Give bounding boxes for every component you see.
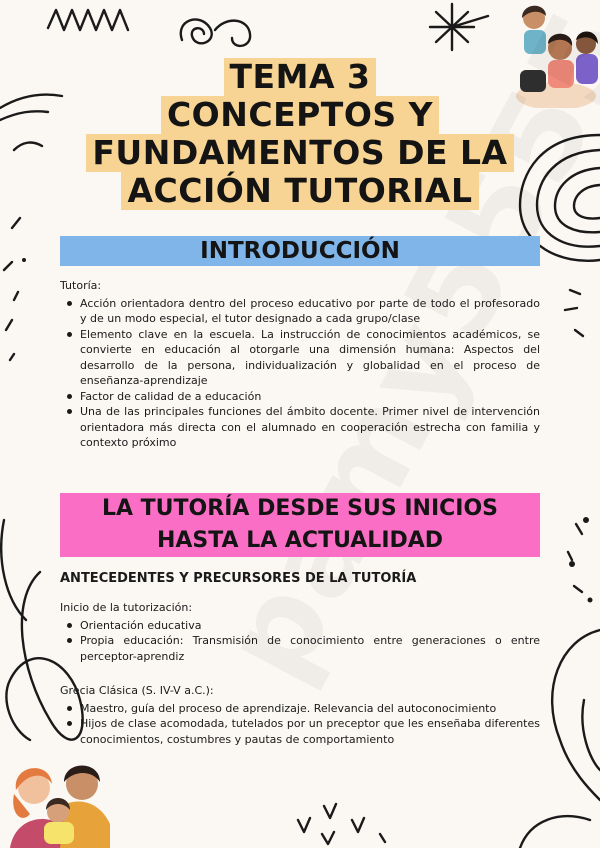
- introduccion-list: [60, 296, 540, 451]
- list-item: Orientación educativa: [80, 618, 540, 634]
- list-item: Elemento clave en la escuela. La instrucción de conocimientos académicos, se convierte en educación al otorgarle una dimensión humana: Aspectos del desarrollo de la persona, individualización y globalidad en el proceso de enseñanza-aprendizaje: [80, 327, 540, 387]
- list-item: Maestro, guía del proceso de aprendizaje. Relevancia del autoconocimiento: [80, 701, 540, 717]
- list-item: Propia educación: Transmisión de conocimiento entre generaciones o entre perceptor-aprendiz: [80, 634, 540, 663]
- title-line: TEMA 3: [224, 58, 377, 96]
- heading-line: HASTA LA ACTUALIDAD: [156, 528, 444, 553]
- zigzag-doodle: [48, 10, 128, 30]
- dot: [583, 517, 589, 523]
- loop-doodle-2: [1, 520, 26, 620]
- dash-marks: [4, 218, 20, 360]
- title-line: FUNDAMENTOS DE LA: [86, 134, 513, 172]
- list-item: Una de las principales funciones del ámbito docente. Primer nivel de intervención orientadora más directa con el alumnado en cooperación estrecha con familia y contexto próximo: [80, 405, 540, 449]
- bottom-right-arc: [520, 816, 590, 848]
- grecia-list: [60, 701, 540, 748]
- starburst-doodle: [430, 4, 488, 50]
- page-title: [0, 58, 600, 210]
- bottom-v-marks: [298, 804, 385, 844]
- dot: [22, 258, 26, 262]
- section-heading-historia: [60, 493, 540, 557]
- dot: [569, 561, 575, 567]
- list-item: Hijos de clase acomodada, tutelados por un preceptor que les enseñaba diferentes conocimientos, costumbres y pautas de comportamiento: [80, 717, 540, 746]
- right-ticks: [568, 524, 582, 592]
- list-item: Factor de calidad de a educación: [80, 389, 540, 405]
- tutoria-label: Tutoría:: [60, 279, 102, 292]
- heading-line: LA TUTORÍA DESDE SUS INICIOS: [101, 496, 499, 521]
- group-label: Inicio de la tutorización:: [60, 601, 193, 614]
- title-line: CONCEPTOS Y: [161, 96, 439, 134]
- right-dash-marks: [565, 290, 583, 336]
- group-label: Grecia Clásica (S. IV-V a.C.):: [60, 684, 214, 697]
- grecia-clasica-content: [60, 683, 540, 747]
- inicio-tutorizacion-content: [60, 600, 540, 664]
- antecedentes-subheading: ANTECEDENTES Y PRECURSORES DE LA TUTORÍA: [60, 571, 417, 586]
- inicio-list: [60, 618, 540, 665]
- illustration-family-bottom-left: [0, 754, 132, 848]
- title-line: ACCIÓN TUTORIAL: [121, 172, 478, 210]
- introduccion-content: [60, 278, 540, 451]
- spiral-doodle: [181, 19, 250, 45]
- list-item: Acción orientadora dentro del proceso educativo por parte de todo el profesorado y de un modo especial, el tutor designado a cada grupo/clase: [80, 296, 540, 325]
- dot: [588, 598, 593, 603]
- section-heading-introduccion: INTRODUCCIÓN: [60, 236, 540, 266]
- right-curve-doodle: [552, 630, 600, 800]
